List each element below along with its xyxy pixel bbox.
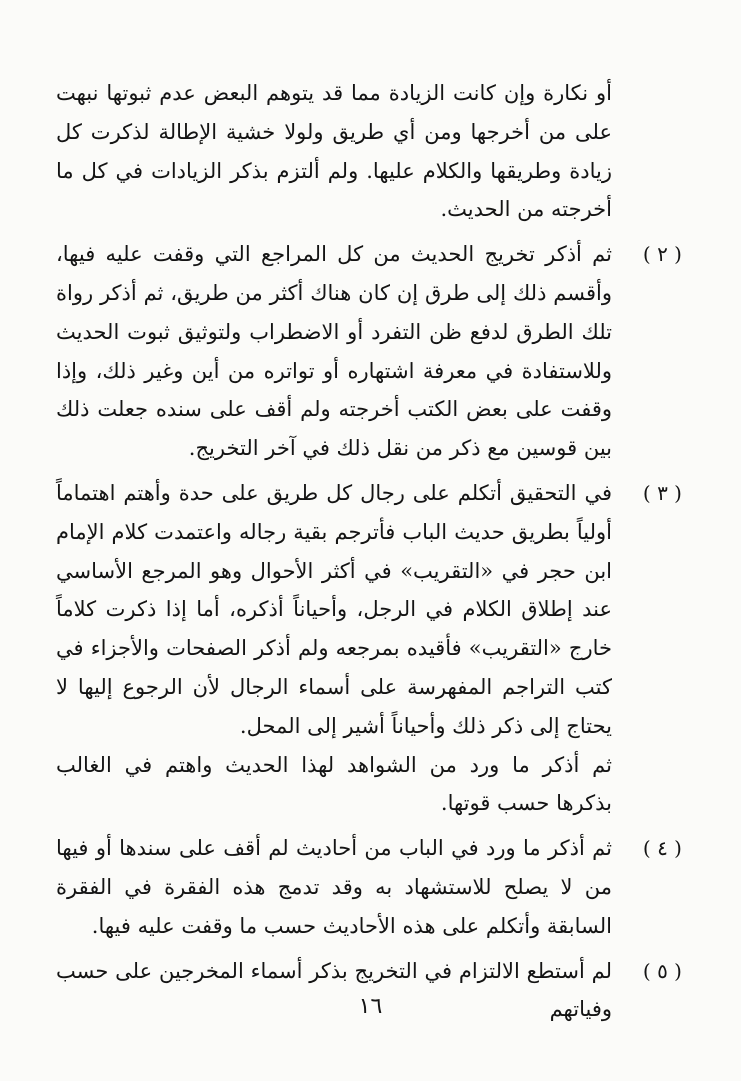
list-item-4 bbox=[56, 829, 682, 945]
item-continuation: ثم أذكر ما ورد من الشواهد لهذا الحديث واهتم في الغالب بذكرها حسب قوتها. bbox=[56, 752, 612, 816]
page-number: ١٦ bbox=[358, 994, 383, 1019]
item-text: ثم أذكر تخريج الحديث من كل المراجع التي وقفت عليه فيها، وأقسم ذلك إلى طرق إن كان هناك أكثر من طريق، ثم أذكر رواة تلك الطرق لدفع ظن التفرد أو الاضطراب ولتوثيق ثبوت الحديث وللاستفادة في معرفة اشتهاره أو تواتره من أين وغير ذلك، وإذا وقفت على بعض الكتب أخرجته ولم أقف على سنده جعلت ذلك بين قوسين مع ذكر من نقل ذلك في آخر التخريج. bbox=[56, 242, 612, 461]
item-number: ( ٤ ) bbox=[642, 836, 682, 861]
list-item-3 bbox=[56, 474, 682, 823]
document-page bbox=[56, 74, 682, 1029]
item-number: ( ٣ ) bbox=[642, 480, 682, 505]
intro-paragraph: أو نكارة وإن كانت الزيادة مما قد يتوهم البعض عدم ثبوتها نبهت على من أخرجها ومن أي طريق ولولا خشية الإطالة لذكرت كل زيادة وطريقها والكلام عليها. ولم ألتزم بذكر الزيادات في كل ما أخرجته من الحديث. bbox=[56, 81, 612, 222]
item-number: ( ٥ ) bbox=[642, 958, 682, 983]
item-number: ( ٢ ) bbox=[642, 242, 682, 267]
item-text: لم أستطع الالتزام في التخريج بذكر أسماء المخرجين على حسب وفياتهم bbox=[56, 958, 612, 1022]
item-text: ثم أذكر ما ورد في الباب من أحاديث لم أقف على سندها أو فيها من لا يصلح للاستشهاد به وقد تدمج هذه الفقرة في الفقرة السابقة وأتكلم على هذه الأحاديث حسب ما وقفت عليه فيها. bbox=[56, 836, 612, 938]
list-item-2 bbox=[56, 235, 682, 468]
item-text: في التحقيق أتكلم على رجال كل طريق على حدة وأهتم اهتماماً أولياً بطريق حديث الباب فأترجم بقية رجاله واعتمدت كلام الإمام ابن حجر في «التقريب» في أكثر الأحوال وهو المرجع الأساسي عند إطلاق الكلام في الرجل، وأحياناً أذكره، أما إذا ذكرت كلاماً خارج «التقريب» فأقيده بمرجعه ولم أذكر الصفحات والأجزاء في كتب التراجم المفهرسة على أسماء الرجال لأن الرجوع إليها لا يحتاج إلى ذكر ذلك وأحياناً أشير إلى المحل. bbox=[56, 480, 612, 738]
intro-block bbox=[56, 74, 682, 229]
